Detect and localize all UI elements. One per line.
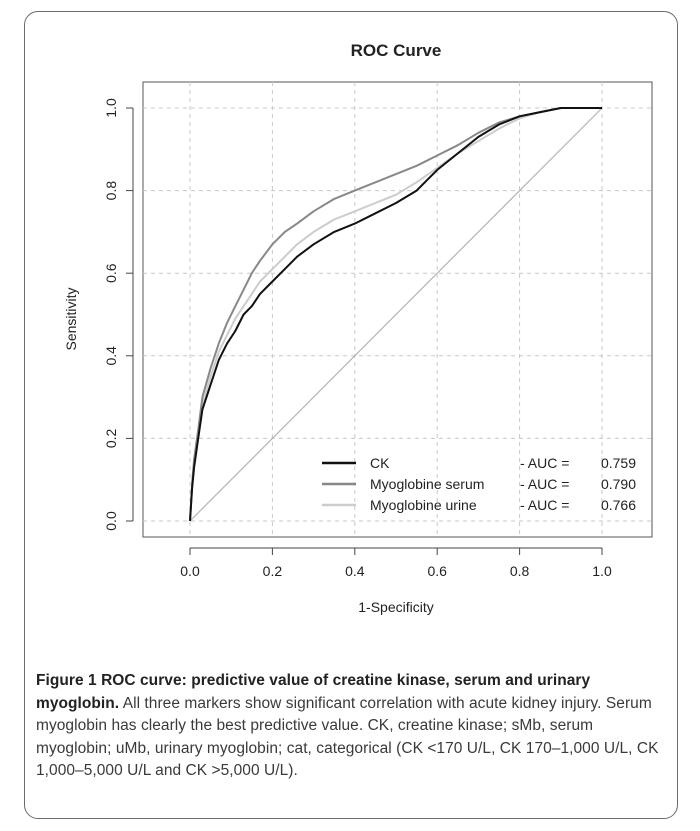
x-tick-label: 0.2 (262, 563, 283, 579)
chart-title: ROC Curve (350, 41, 442, 60)
legend-auc-label: - AUC = (520, 455, 570, 471)
y-tick-label: 0.8 (103, 180, 119, 201)
y-tick-label: 0.4 (103, 346, 119, 366)
legend-auc-value: 0.759 (600, 455, 636, 471)
x-tick-label: 0.4 (345, 563, 365, 579)
legend-auc-value: 0.766 (600, 497, 636, 513)
legend (322, 455, 636, 513)
grid (143, 82, 652, 537)
y-axis (103, 98, 133, 531)
y-tick-label: 0.0 (103, 511, 119, 531)
x-tick-label: 0.6 (427, 563, 447, 579)
x-tick-label: 1.0 (592, 563, 612, 579)
caption-label: Figure 1 (36, 672, 97, 689)
y-tick-label: 0.2 (103, 428, 119, 449)
plot-border (143, 82, 652, 537)
x-axis (180, 548, 612, 579)
y-tick-label: 1.0 (103, 98, 119, 118)
legend-auc-label: - AUC = (520, 497, 570, 513)
y-tick-label: 0.6 (103, 263, 119, 283)
x-axis-label: 1-Specificity (358, 599, 434, 615)
caption-text: All three markers show significant correlation with acute kidney injury. Serum myoglobin has clearly the best predictive value. CK, creatine kinase; sMb, serum myoglobin; uMb, urinary myoglobin; cat, categorical (CK <170 U/L, CK 170–1,000 U/L, CK 1,000–5,000 U/L and CK >5,000 U/L). (36, 694, 659, 780)
figure-caption (36, 670, 668, 783)
legend-label-myoglobine-urine: Myoglobine urine (370, 497, 477, 513)
x-tick-label: 0.8 (509, 563, 530, 579)
legend-label-ck: CK (370, 455, 390, 471)
y-axis-label: Sensitivity (63, 287, 79, 351)
legend-auc-value: 0.790 (600, 476, 636, 492)
x-tick-label: 0.0 (180, 563, 200, 579)
legend-label-myoglobine-serum: Myoglobine serum (370, 476, 485, 492)
caption-title: ROC curve: predictive value of creatine kinase, serum and urinary myoglobin. (36, 672, 591, 712)
legend-auc-label: - AUC = (520, 476, 570, 492)
